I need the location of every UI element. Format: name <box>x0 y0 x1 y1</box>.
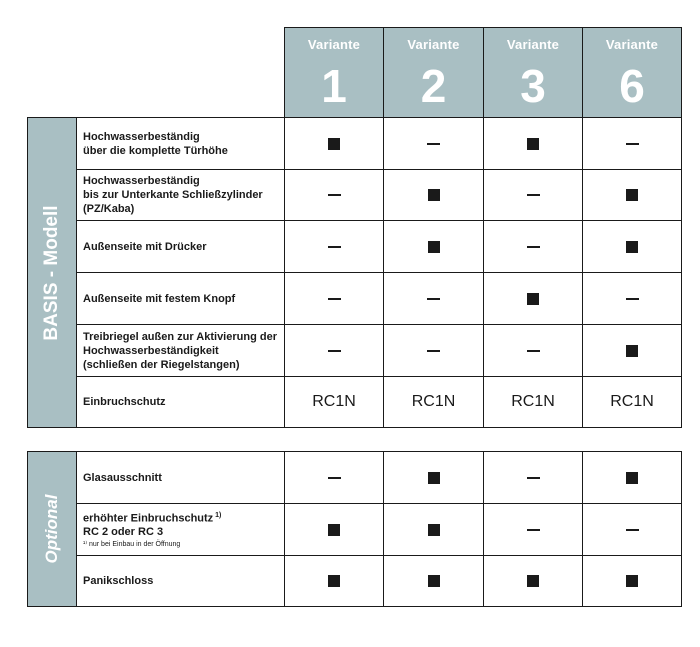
dash-icon <box>527 350 540 352</box>
row-label: Panikschloss <box>83 575 154 587</box>
value-cell <box>483 555 583 607</box>
filled-square-icon <box>328 524 340 536</box>
filled-square-icon <box>328 138 340 150</box>
dash-icon <box>427 298 440 300</box>
value-cell <box>383 324 484 377</box>
value-cell <box>582 376 682 428</box>
dash-icon <box>527 246 540 248</box>
protection-class-value: RC1N <box>610 393 654 410</box>
filled-square-icon <box>527 293 539 305</box>
row-label-cell <box>76 503 285 556</box>
variant-header-1 <box>284 27 384 118</box>
variant-header-6 <box>582 27 682 118</box>
value-cell <box>483 117 583 170</box>
row-label: Hochwasserbeständig über die komplette Türhöhe <box>83 130 228 157</box>
value-cell <box>582 555 682 607</box>
value-cell <box>582 451 682 504</box>
row-label-cell <box>76 169 285 221</box>
value-cell <box>383 220 484 273</box>
value-cell <box>383 169 484 221</box>
filled-square-icon <box>428 241 440 253</box>
value-cell <box>284 117 384 170</box>
row-label: Einbruchschutz <box>83 396 166 408</box>
optional-section-title-title: Optional <box>42 494 61 564</box>
value-cell <box>483 376 583 428</box>
variant-header-label: Variante <box>506 37 560 52</box>
row-label: Treibriegel außen zur Aktivierung der Hochwasserbeständigkeit (schließen der Riegelstangen) <box>83 330 277 371</box>
filled-square-icon <box>527 575 539 587</box>
value-cell <box>284 272 384 325</box>
optional-section-title <box>27 451 77 607</box>
filled-square-icon <box>527 138 539 150</box>
row-label-cell <box>76 220 285 273</box>
value-cell <box>284 169 384 221</box>
row-label: erhöhter Einbruchschutz $^{1)}$ RC 2 oder RC 3 ¹⁾ nur bei Einbau in der Öffnung <box>83 511 222 549</box>
row-label-cell <box>76 376 285 428</box>
row-label: Glasausschnitt <box>83 471 162 484</box>
value-cell <box>284 555 384 607</box>
value-cell <box>582 324 682 377</box>
filled-square-icon <box>428 575 440 587</box>
filled-square-icon <box>626 345 638 357</box>
variant-header-3 <box>483 27 583 118</box>
value-cell <box>383 272 484 325</box>
basis-section-title-title: BASIS - Modell <box>41 204 62 341</box>
value-cell <box>284 324 384 377</box>
basis-section-title <box>27 117 77 428</box>
row-label: Außenseite mit festem Knopf <box>83 292 236 305</box>
value-cell <box>483 503 583 556</box>
dash-icon <box>328 298 341 300</box>
protection-class-value: RC1N <box>511 393 555 410</box>
filled-square-icon <box>328 575 340 587</box>
variant-header-number: 3 <box>520 60 546 112</box>
value-cell <box>582 503 682 556</box>
filled-square-icon <box>626 575 638 587</box>
value-cell <box>582 272 682 325</box>
value-cell <box>284 220 384 273</box>
row-label-cell <box>76 555 285 607</box>
value-cell <box>483 451 583 504</box>
protection-class-value: RC1N <box>312 393 356 410</box>
row-label-cell <box>76 117 285 170</box>
dash-icon <box>527 194 540 196</box>
filled-square-icon <box>626 189 638 201</box>
row-label-cell <box>76 451 285 504</box>
value-cell <box>483 220 583 273</box>
value-cell <box>582 117 682 170</box>
dash-icon <box>626 529 639 531</box>
filled-square-icon <box>626 241 638 253</box>
row-footnote: ¹⁾ nur bei Einbau in der Öffnung <box>83 541 181 549</box>
value-cell <box>483 272 583 325</box>
value-cell <box>284 451 384 504</box>
filled-square-icon <box>626 472 638 484</box>
dash-icon <box>328 477 341 479</box>
dash-icon <box>527 477 540 479</box>
variant-header-number: 6 <box>619 60 645 112</box>
variant-header-label: Variante <box>307 37 361 52</box>
dash-icon <box>527 529 540 531</box>
value-cell <box>383 503 484 556</box>
dash-icon <box>626 298 639 300</box>
row-label-cell <box>76 324 285 377</box>
dash-icon <box>328 350 341 352</box>
variant-header-label: Variante <box>407 37 460 52</box>
dash-icon <box>626 143 639 145</box>
variant-header-number: 1 <box>321 60 347 112</box>
filled-square-icon <box>428 189 440 201</box>
row-label: Außenseite mit Drücker <box>83 240 207 253</box>
filled-square-icon <box>428 524 440 536</box>
protection-class-value: RC1N <box>411 393 456 410</box>
dash-icon <box>427 350 440 352</box>
value-cell <box>383 555 484 607</box>
value-cell <box>483 324 583 377</box>
dash-icon <box>427 143 440 145</box>
value-cell <box>383 376 484 428</box>
value-cell <box>383 451 484 504</box>
variant-header-2 <box>383 27 484 118</box>
filled-square-icon <box>428 472 440 484</box>
dash-icon <box>328 246 341 248</box>
value-cell <box>582 220 682 273</box>
variant-header-label: Variante <box>605 37 659 52</box>
value-cell <box>383 117 484 170</box>
dash-icon <box>328 194 341 196</box>
value-cell <box>284 503 384 556</box>
variant-header-number: 2 <box>420 60 447 112</box>
row-label: Hochwasserbeständig bis zur Unterkante Schließzylinder (PZ/Kaba) <box>83 175 263 215</box>
row-label-cell <box>76 272 285 325</box>
value-cell <box>483 169 583 221</box>
value-cell <box>284 376 384 428</box>
value-cell <box>582 169 682 221</box>
